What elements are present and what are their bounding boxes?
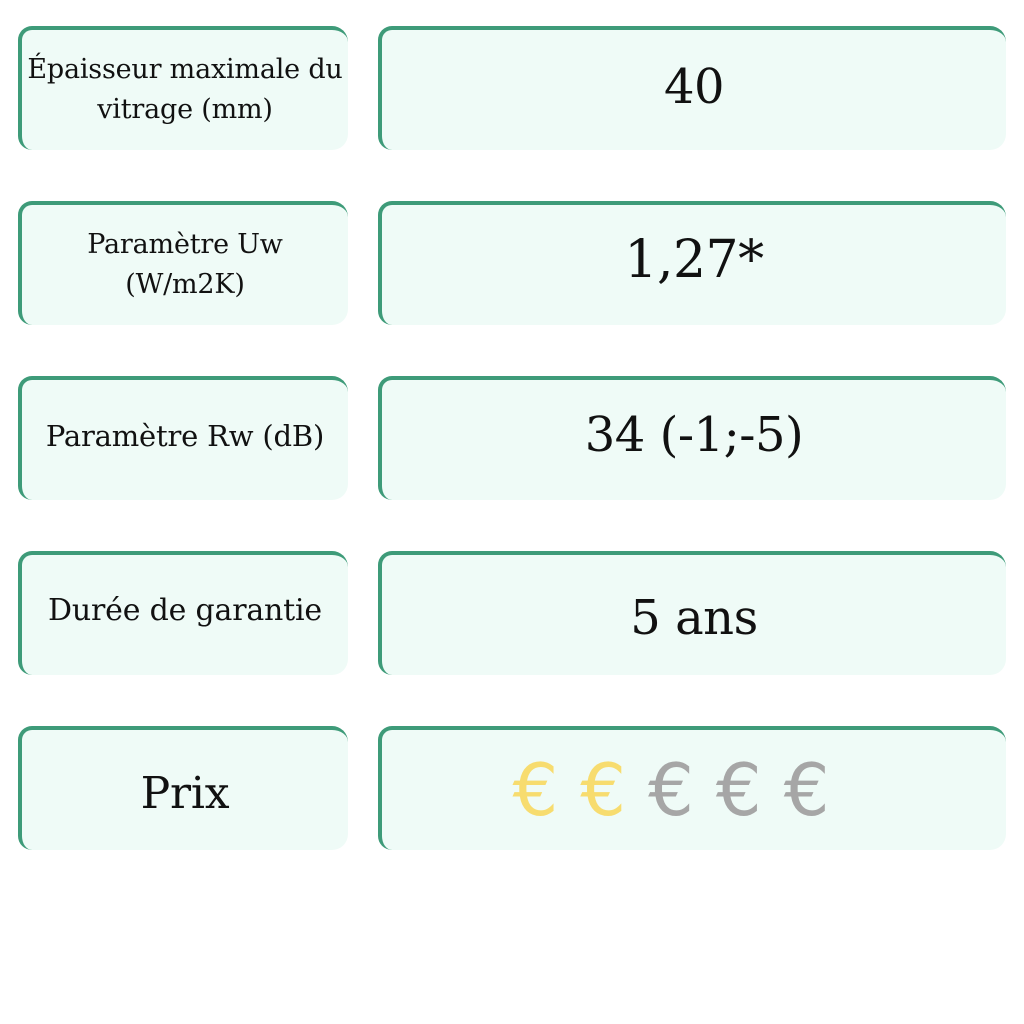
euro-empty-icon: € [648, 748, 694, 832]
label-cell-rw [18, 376, 348, 500]
row-uw [0, 201, 1024, 329]
label-uw [83, 225, 286, 305]
value-epaisseur: 40 [663, 59, 725, 115]
value-uw: 1,27* [624, 230, 764, 290]
euro-filled-icon: € [580, 748, 627, 832]
euro-empty-icon: € [783, 748, 830, 832]
row-prix [0, 726, 1024, 854]
label-uw-line1: Paramètre Uw [87, 229, 283, 260]
row-rw [0, 376, 1024, 504]
label-epaisseur [23, 50, 346, 130]
value-cell-uw [378, 201, 1006, 325]
label-uw-line2: (W/m2K) [125, 269, 245, 300]
value-cell-rw [378, 376, 1006, 500]
label-cell-garantie [18, 551, 348, 675]
label-garantie: Durée de garantie [48, 593, 322, 628]
label-epaisseur-line2: vitrage (mm) [97, 94, 273, 125]
value-cell-epaisseur [378, 26, 1006, 150]
euro-empty-icon: € [715, 748, 762, 832]
label-cell-uw [18, 201, 348, 325]
price-rating [512, 748, 829, 832]
euro-filled-icon: € [512, 748, 559, 832]
label-prix: Prix [140, 768, 230, 819]
row-epaisseur [0, 26, 1024, 154]
value-cell-garantie [378, 551, 1006, 675]
value-garantie: 5 ans [630, 590, 758, 646]
value-cell-prix [378, 726, 1006, 850]
value-rw: 34 (-1;-5) [584, 407, 804, 463]
label-cell-epaisseur [18, 26, 348, 150]
label-epaisseur-line1: Épaisseur maximale du [27, 54, 343, 85]
row-garantie [0, 551, 1024, 679]
label-rw: Paramètre Rw (dB) [45, 419, 325, 453]
label-cell-prix [18, 726, 348, 850]
